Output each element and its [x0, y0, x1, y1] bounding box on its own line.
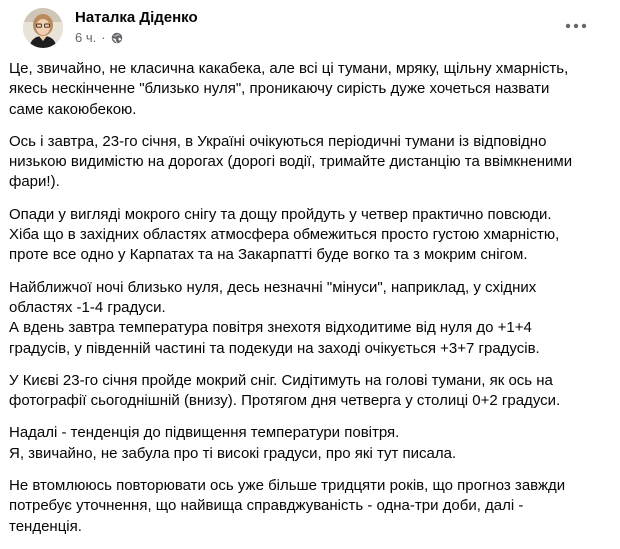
meta-separator: · — [101, 30, 106, 45]
text-line: Ось і завтра, 23-го січня, в Україні очікуються періодичні тумани із відповідно — [9, 132, 547, 150]
post-timestamp[interactable]: 6 ч. — [75, 30, 97, 45]
more-options-button[interactable] — [560, 14, 592, 38]
text-line: Не втомлююсь повторювати ось уже більше тридцяти років, що прогноз завжди — [9, 477, 566, 495]
text-line: Найближчої ночі близько нуля, десь незначні "мінуси", наприклад, у східних — [9, 278, 537, 296]
paragraph — [9, 278, 609, 359]
post-meta — [75, 30, 123, 46]
text-line: градусів, у південній частині та подекуди на заході очікується +3+7 градусів. — [9, 339, 540, 357]
author-name[interactable]: Наталка Діденко — [75, 9, 198, 26]
post-text — [9, 59, 609, 549]
paragraph — [9, 132, 609, 193]
text-line: фари!). — [9, 173, 60, 191]
text-line: Я, звичайно, не забула про ті високі градуси, про які тут писала. — [9, 444, 457, 462]
text-line: Надалі - тенденція до підвищення температури повітря. — [9, 424, 400, 442]
text-line: Хіба що в західних областях атмосфера обмежиться просто густою хмарністю, — [9, 226, 560, 244]
text-line: областях -1-4 градуси. — [9, 298, 166, 316]
paragraph — [9, 423, 609, 464]
text-line: проте все одно у Карпатах та на Закарпатті буде вогко та з мокрим снігом. — [9, 246, 528, 264]
paragraph — [9, 476, 609, 537]
avatar-photo-icon — [23, 8, 63, 48]
more-options-icon — [565, 23, 587, 29]
globe-icon — [111, 32, 123, 44]
paragraph — [9, 371, 609, 412]
text-line: якесь нескінченне "близько нуля", проникаючу сирість дуже хочеться назвати — [9, 80, 550, 98]
text-line: У Києві 23-го січня пройде мокрий сніг. Сидітимуть на голові тумани, як ось на — [9, 371, 553, 389]
post-header — [14, 0, 606, 56]
text-line: саме какоюбекою. — [9, 100, 137, 118]
paragraph — [9, 59, 609, 120]
paragraph — [9, 205, 609, 266]
text-line: низькою видимістю на дорогах (дорогі водії, тримайте дистанцію та ввімкненими — [9, 153, 573, 171]
text-line: тенденція. — [9, 517, 82, 535]
text-line: Опади у вигляді мокрого снігу та дощу пройдуть у четвер практично повсюди. — [9, 205, 552, 223]
text-line: фотографії сьогоднішній (внизу). Протягом дня четверга у столиці 0+2 градуси. — [9, 392, 561, 410]
text-line: потребує уточнення, що найвища справджуваність - одна-три доби, далі - — [9, 497, 524, 515]
text-line: А вдень завтра температура повітря знехотя відходитиме від нуля до +1+4 — [9, 319, 532, 337]
avatar[interactable] — [23, 8, 63, 48]
text-line: Це, звичайно, не класична какабека, але всі ці тумани, мряку, щільну хмарність, — [9, 60, 569, 77]
